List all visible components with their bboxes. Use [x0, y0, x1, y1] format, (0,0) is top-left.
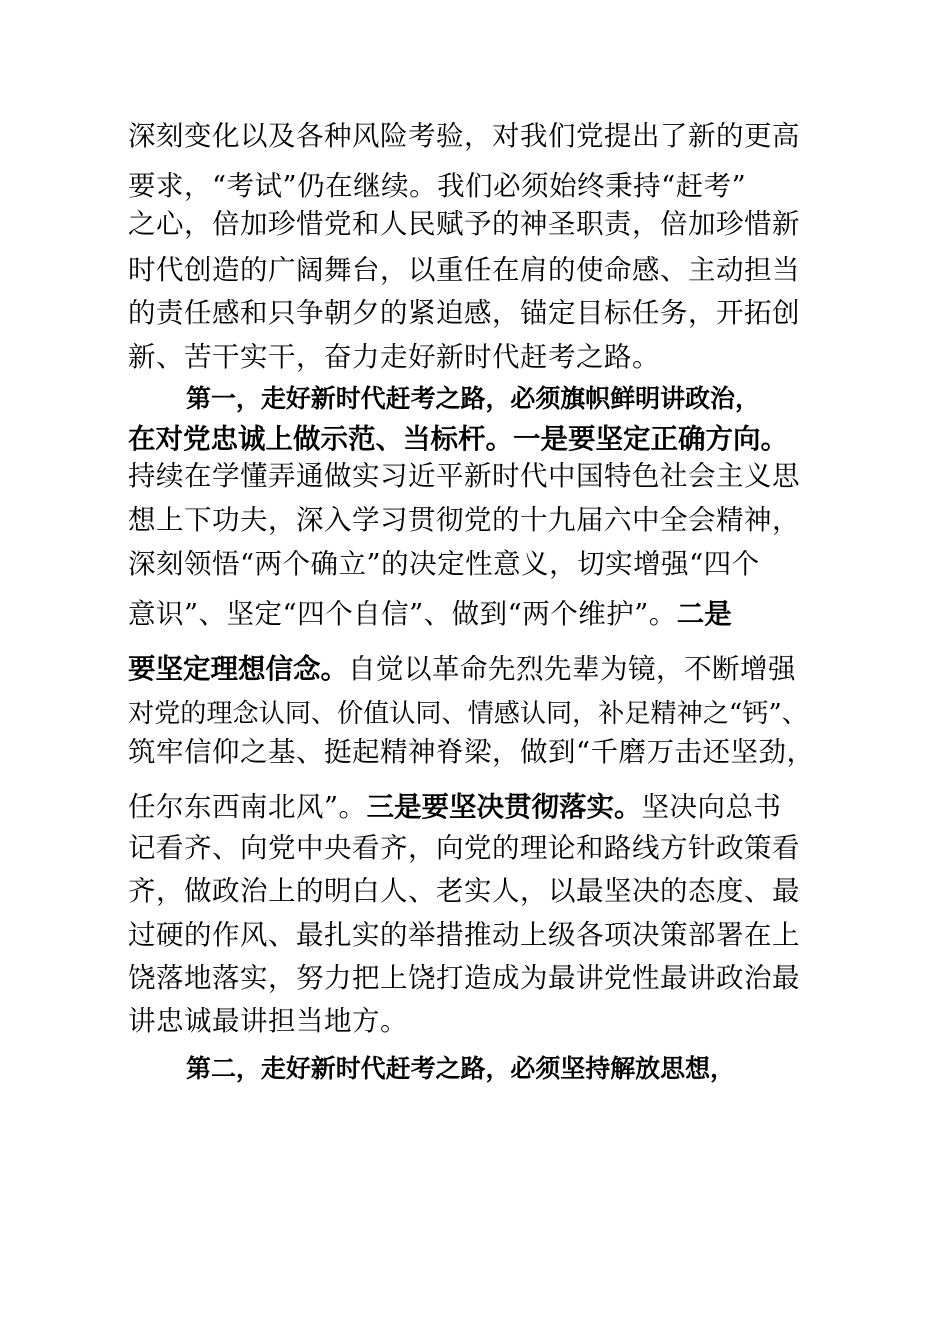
text-run: 想上下功夫，深入学习贯彻党的十九届六中全会精神，	[128, 504, 800, 536]
text-run: 持续在学懂弄通做实习近平新时代中国特色社会主义思	[128, 460, 800, 492]
text-run: 筑牢信仰之基、挺起精神脊梁，做到“千磨万击还坚劲，	[128, 736, 815, 768]
text-run: 深刻变化以及各种风险考验，对我们党提出了新的更高	[128, 120, 800, 152]
body-line-17	[128, 912, 828, 958]
text-run: 自觉以革命先烈先辈为镜，不断增强	[348, 653, 796, 685]
text-run: 的责任感和只争朝夕的紧迫感，锚定目标任务，开拓创	[128, 297, 800, 329]
text-run: 饶落地落实，努力把上饶打造成为最讲党性最讲政治最	[128, 962, 800, 994]
body-line-5	[128, 290, 828, 336]
body-line-14	[128, 784, 828, 830]
text-run: 任尔东西南北风”。	[128, 791, 367, 823]
text-run: 齐，做政治上的明白人、老实人，以最坚决的态度、最	[128, 875, 800, 907]
text-run: 第二，走好新时代赶考之路，必须坚持解放思想，	[186, 1054, 735, 1083]
body-line-13	[128, 729, 828, 775]
text-run: 新、苦干实干，奋力走好新时代赶考之路。	[128, 341, 660, 373]
bold-point-2: 要坚定理想信念。	[128, 653, 348, 685]
body-line-19	[128, 998, 828, 1044]
body-line-16	[128, 868, 828, 914]
body-line-9	[128, 541, 828, 587]
body-line-11	[128, 646, 828, 692]
body-line-10	[128, 591, 828, 637]
text-run: 记看齐、向党中央看齐，向党的理论和路线方针政策看	[128, 832, 800, 864]
text-run: 意识”、坚定“四个自信”、做到“两个维护”。	[128, 598, 677, 630]
body-line-15	[128, 825, 828, 871]
text-run: 第一，走好新时代赶考之路，必须旗帜鲜明讲政治，	[186, 384, 760, 413]
text-run: 之心，倍加珍惜党和人民赋予的神圣职责，倍加珍惜新	[128, 208, 800, 240]
bold-point-1: 一是要坚定正确方向。	[513, 423, 788, 455]
text-run: 讲忠诚最讲担当地方。	[128, 1005, 408, 1037]
text-run: 坚决向总书	[641, 791, 782, 823]
body-line-4	[128, 247, 828, 293]
bold-point-3: 三是要坚决贯彻落实。	[366, 791, 642, 823]
text-run: 时代创造的广阔舞台，以重任在肩的使命感、主动担当	[128, 254, 800, 286]
section-heading-2	[186, 1046, 886, 1092]
body-line-6	[128, 334, 828, 380]
text-run: 过硬的作风、最扎实的举措推动上级各项决策部署在上	[128, 919, 800, 951]
body-line-3	[128, 201, 828, 247]
text-run: 对党的理念认同、价值认同、情感认同，补足精神之“钙”、	[128, 699, 808, 729]
text-run: 要求，“考试”仍在继续。我们必须始终秉持“赶考”	[128, 170, 747, 202]
text-run: 在对党忠诚上做示范、当标杆。	[128, 423, 513, 455]
body-line-1	[128, 113, 828, 159]
body-line-8	[128, 497, 828, 543]
text-run: 深刻领悟“两个确立”的决定性意义，切实增强“四个	[128, 548, 760, 580]
body-line-7	[128, 453, 828, 499]
bold-point-2-start: 二是	[676, 598, 732, 630]
body-line-18	[128, 955, 828, 1001]
